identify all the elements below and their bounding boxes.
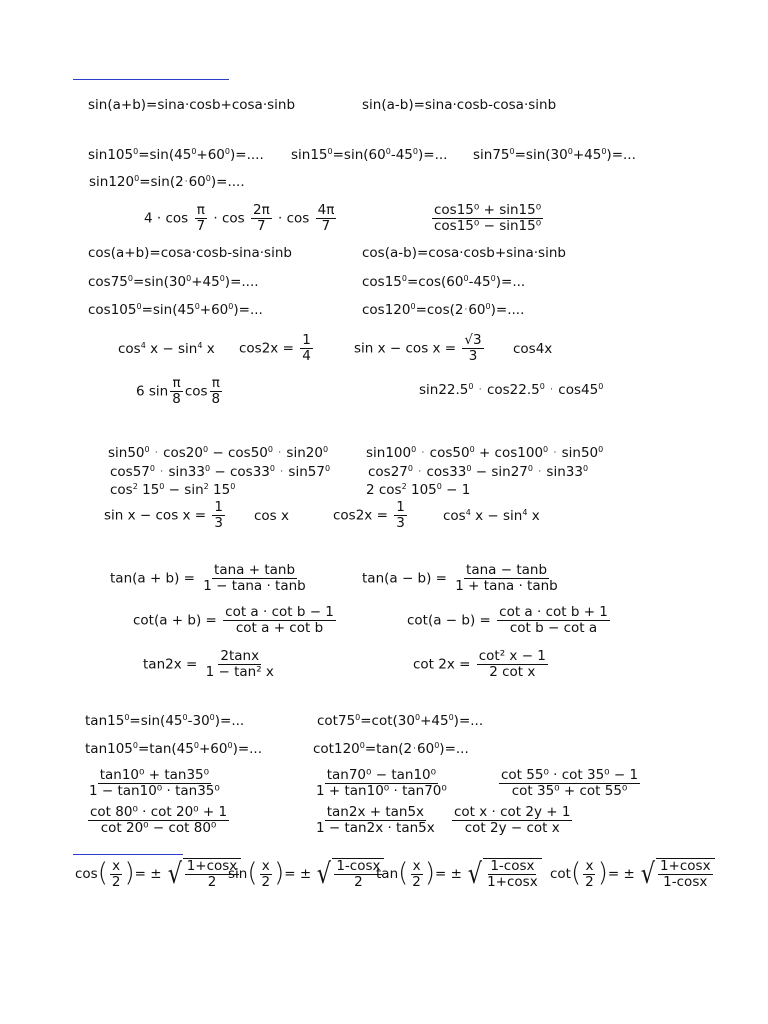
exercise-cot120: $\cot 120^0=\tan(2\cdot 60^0)=$... <box>313 741 469 757</box>
exercise-cos2x-third: cos2x = $\frac{1}{3}$ <box>333 499 405 531</box>
exercise-cos27cos33: $\cos 27^0 \cdot \cos 33^0 - \sin 27^0 \cdot \sin 33^0$ <box>368 464 589 480</box>
tan2x-formula: tan2x = $\frac{2\tan x}{\text{1 − tan² x}}$ <box>143 648 274 680</box>
exercise-cos4-sin4-b: $\cos^4 x - \sin^4 x$ <box>443 508 540 524</box>
exercise-cos57sin33: $\cos 57^0 \cdot \sin 33^0 - \cos 33^0 \cdot \sin 57^0$ <box>110 464 331 480</box>
cot2x-formula: cot 2x = $\frac{\text{cot² x − 1}}{\text{2 cot x}}$ <box>413 648 546 680</box>
exercise-cot55-cot35: $\frac{\text{cot 55⁰ · cot 35⁰ − 1}}{\text{cot 35⁰ + cot 55⁰}}$ <box>501 767 639 799</box>
exercise-cos-product: 4 · cos $\frac{\pi}{7}$ · cos $\frac{2\pi}{7}$ · cos $\frac{4\pi}{7}$ <box>144 202 335 234</box>
exercise-tan105: $\tan 105^0=\tan(45^0+60^0)=$... <box>85 741 263 757</box>
half-angle-cot: cot( $\frac{x}{2}$ )= ± √ $\frac{1+\cos x}{1-\cos x}$ <box>550 858 715 890</box>
exercise-cos2x-quarter: cos2x = $\frac{1}{4}$ <box>239 332 311 364</box>
cos-diff-formula: cos(a-b)=cosa·cosb+sina·sinb <box>362 245 566 261</box>
exercise-cot80-cot20: $\frac{\text{cot 80⁰ · cot 20⁰ + 1}}{\text{cot 20⁰ − cot 80⁰}}$ <box>90 804 228 836</box>
exercise-cos4x: cos4x <box>513 341 553 357</box>
exercise-tan10-tan35: $\frac{\text{tan10⁰ + tan35⁰}}{\text{1 − tan10⁰ · tan35⁰}}$ <box>89 767 220 799</box>
exercise-cos15-sin15-ratio: $\frac{\text{cos15⁰ + sin15⁰}}{\text{cos15⁰ − sin15⁰}}$ <box>434 202 542 234</box>
exercise-cos120: $\cos 120^0=\cos(2\cdot 60^0)=$.... <box>362 302 525 318</box>
cot-sum-formula: cot(a + b) = $\frac{\text{cot a · cot b − 1}}{\text{cot a + cot b}}$ <box>133 604 334 636</box>
exercise-cos75: $\cos 75^0=\sin(30^0+45^0)=$.... <box>88 274 259 290</box>
exercise-sinx-cosx-third: sin x − cos x = $\frac{1}{3}$ <box>104 499 224 531</box>
exercise-sin100cos50: $\sin 100^0 \cdot \cos 50^0 + \cos 100^0 \cdot \sin 50^0$ <box>366 445 604 461</box>
sin-sum-formula: sin(a+b)=sina·cosb+cosa·sinb <box>88 97 296 113</box>
exercise-cos105: $\cos 105^0=\sin(45^0+60^0)=$... <box>88 302 263 318</box>
exercise-sin50cos20: $\sin 50^0 \cdot \cos 20^0 - \cos 50^0 \cdot \sin 20^0$ <box>108 445 329 461</box>
sin-diff-formula: sin(a-b)=sina·cosb-cosa·sinb <box>362 97 557 113</box>
exercise-cos2-sin2-15: $\cos^2 15^0 - \sin^2 15^0$ <box>110 482 236 498</box>
exercise-2cos2-105: 2 $\cos^2 105^0 - 1$ <box>366 482 471 498</box>
cos-sum-formula: cos(a+b)=cosa·cosb-sina·sinb <box>88 245 292 261</box>
exercise-tan70-tan10: $\frac{\text{tan70⁰ − tan10⁰}}{\text{1 + tan10⁰ · tan70⁰}}$ <box>316 767 447 799</box>
exercise-cotx-cot2y: $\frac{\text{cot x · cot 2y + 1}}{\text{cot 2y − cot x}}$ <box>454 804 571 836</box>
exercise-cosx: cos x <box>254 508 289 524</box>
exercise-cot75: $\cot 75^0=\cot(30^0+45^0)=$... <box>317 713 484 729</box>
exercise-sin22-5-product: $\sin 22.5^0 \cdot \cos 22.5^0 \cdot \cos 45^0$ <box>419 382 604 398</box>
exercise-sin15: $\sin 15^0=\sin(60^0-45^0)=$... <box>291 147 448 163</box>
exercise-sinx-cosx-root3: sin x − cos x = $\frac{√3}{3}$ <box>354 332 482 364</box>
tan-sum-formula: tan(a + b) = $\frac{\tan a + \tan b}{1 - \tan a \cdot \tan b}$ <box>110 562 306 594</box>
tan-diff-formula: tan(a − b) = $\frac{\tan a - \tan b}{1 + \tan a \cdot \tan b}$ <box>362 562 558 594</box>
exercise-sin120: $\sin 120^0=\sin(2\cdot 60^0)=$.... <box>89 174 245 190</box>
exercise-6sin-cos-pi8: 6 sin $\frac{\pi}{8}$ cos $\frac{\pi}{8}$ <box>136 375 221 407</box>
half-angle-tan: tan( $\frac{x}{2}$ )= ± √ $\frac{1-\cos x}{1+\cos x}$ <box>376 858 542 890</box>
exercise-cos4-sin4: $\cos^4 x - \sin^4 x$ <box>118 341 215 357</box>
exercise-tan2x-tan5x: $\frac{\tan 2x + \tan 5x}{1 - \tan 2x \cdot \tan 5x}$ <box>316 804 435 836</box>
exercise-sin75: $\sin 75^0=\sin(30^0+45^0)=$... <box>473 147 636 163</box>
cot-diff-formula: cot(a − b) = $\frac{\text{cot a · cot b + 1}}{\text{cot b − cot a}}$ <box>407 604 608 636</box>
exercise-tan15: $\tan 15^0=\sin(45^0-30^0)=$... <box>85 713 245 729</box>
half-angle-sin: sin( $\frac{x}{2}$ )= ± √ $\frac{1-\cos x}{2}$ <box>228 858 384 890</box>
header-rule <box>73 79 229 80</box>
exercise-sin105: $\sin 105^0=\sin(45^0+60^0)=$.... <box>88 147 264 163</box>
exercise-cos15: $\cos 15^0=\cos(60^0-45^0)=$... <box>362 274 526 290</box>
section-rule <box>73 854 183 855</box>
half-angle-cos: cos( $\frac{x}{2}$ )= ± √ $\frac{1+\cos x}{2}$ <box>75 858 241 890</box>
